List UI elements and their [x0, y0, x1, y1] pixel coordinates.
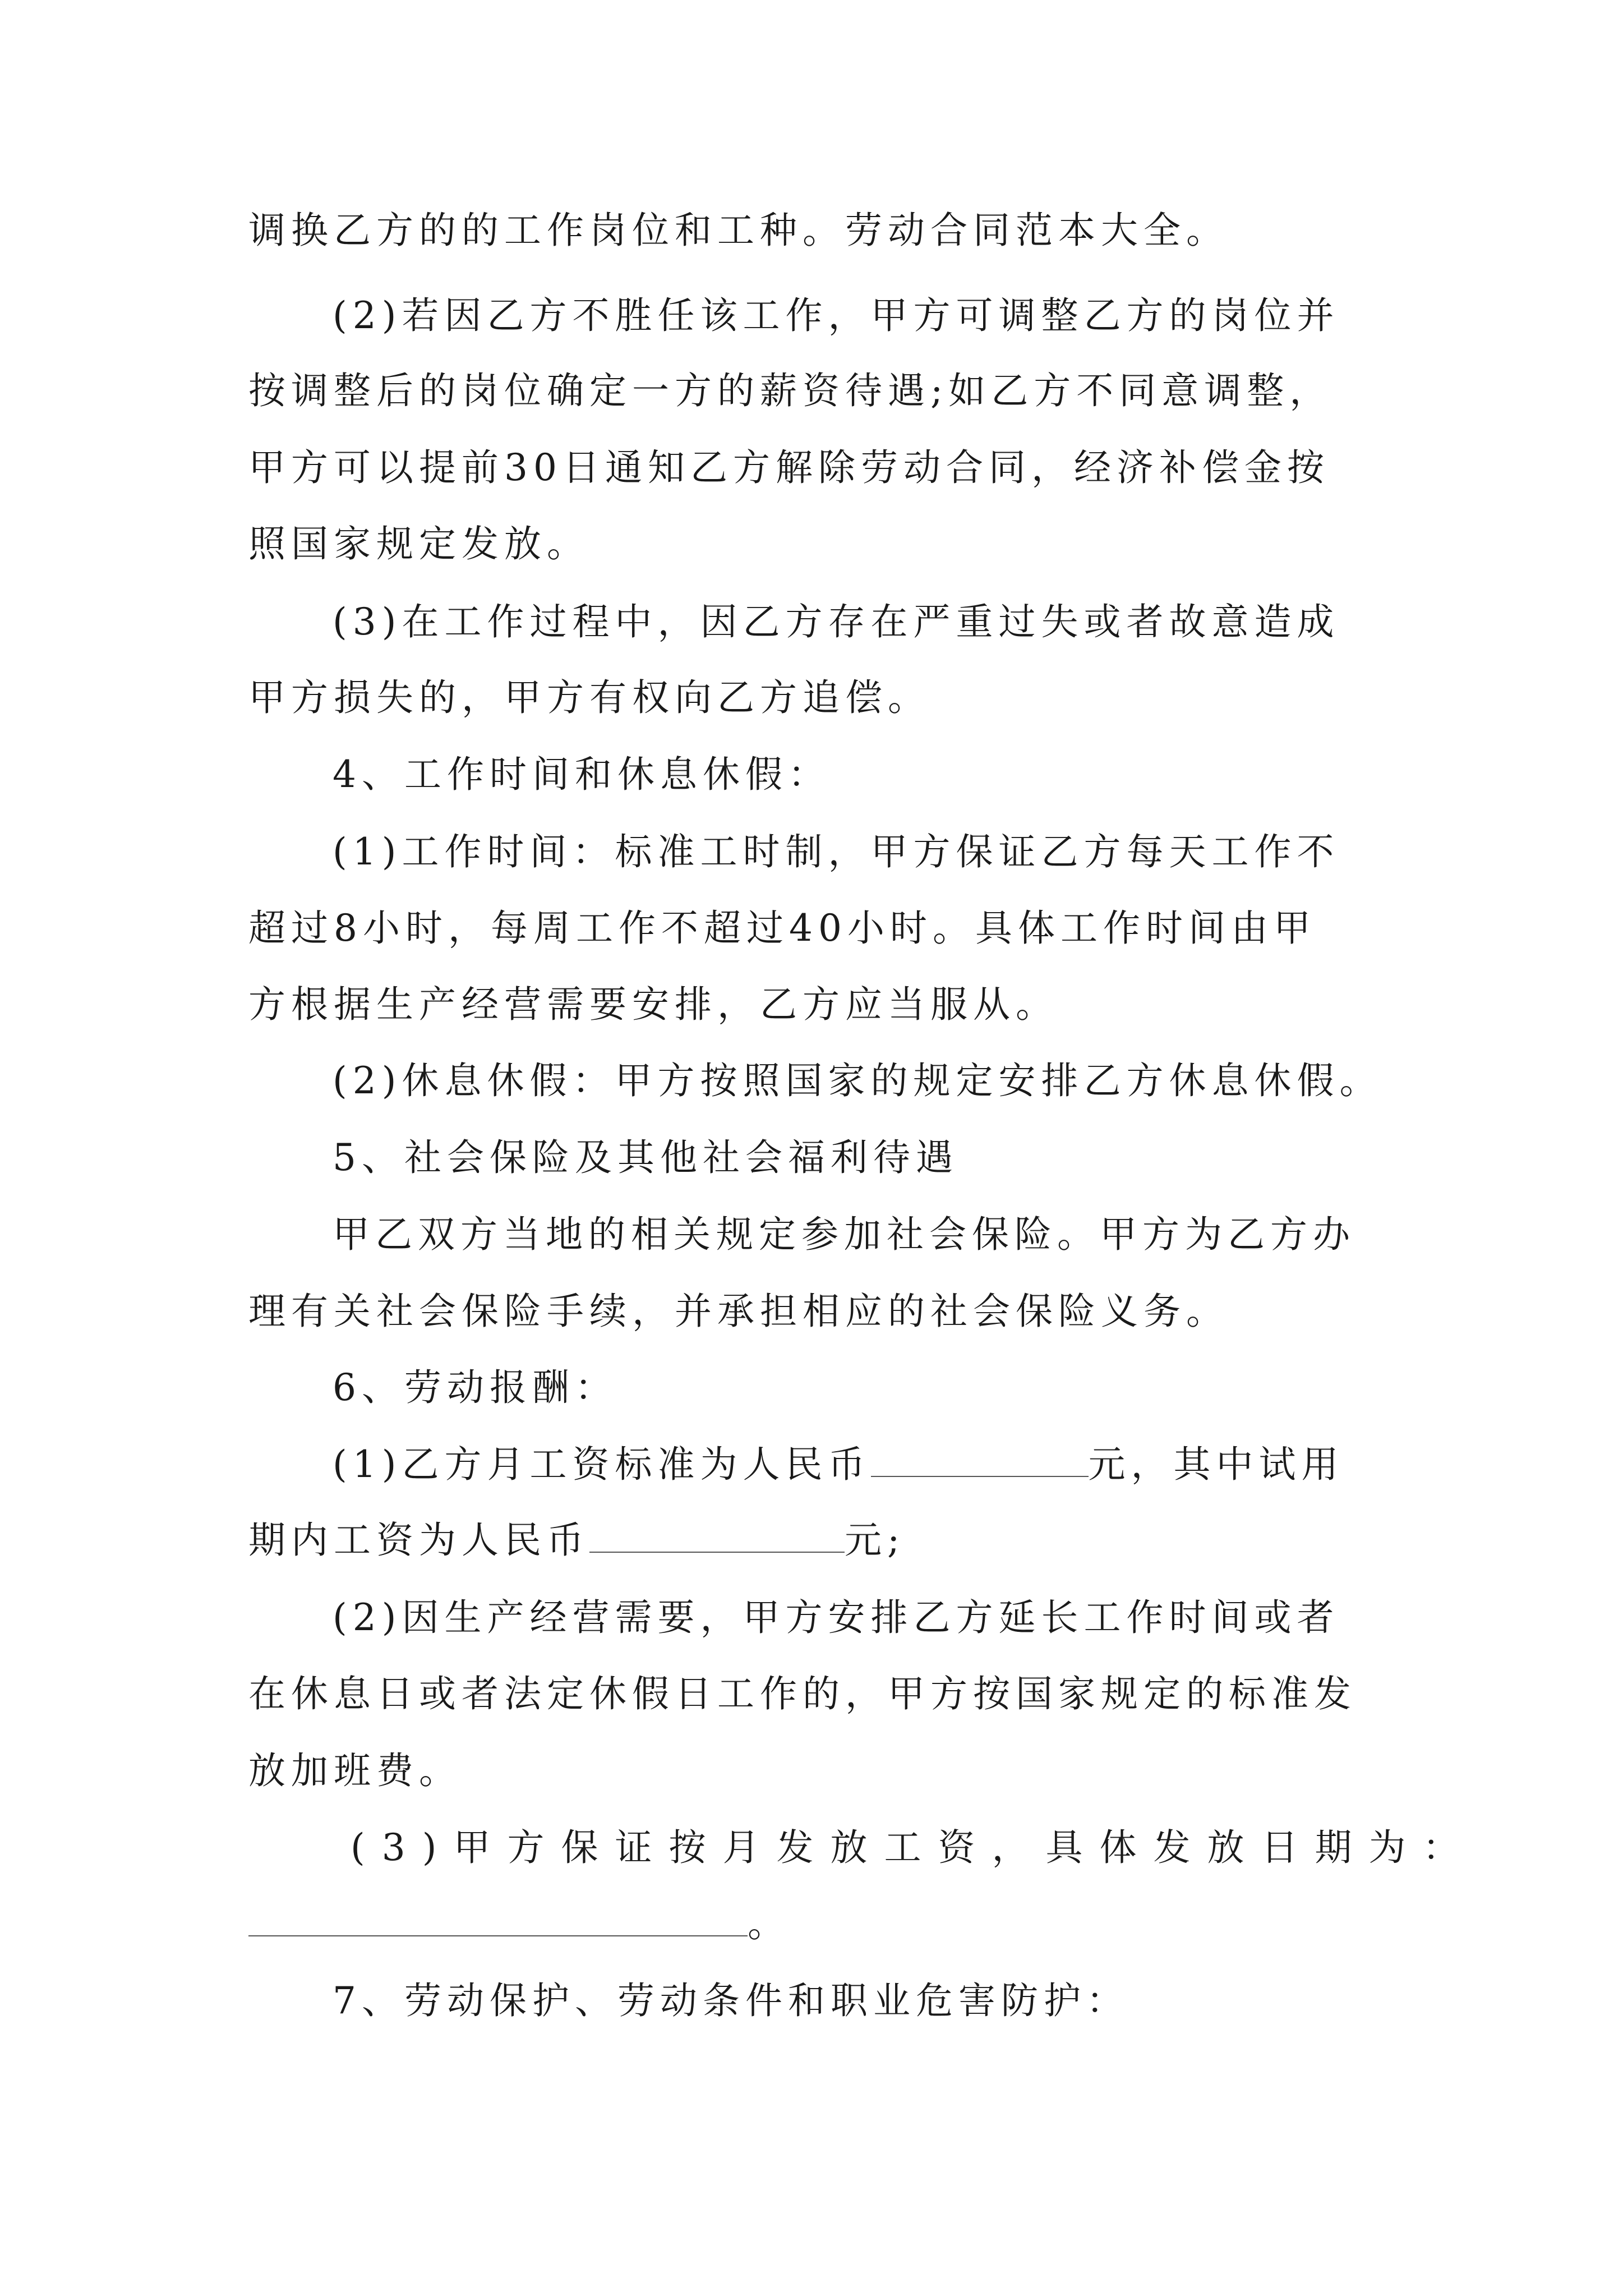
text-line-15: 理有关社会保险手续，并承担相应的社会保险义务。 [248, 1290, 1229, 1333]
text-line-22: (3)甲方保证按月发放工资，具体发放日期为： [351, 1826, 1477, 1869]
text-line-10: 超过8小时，每周工作不超过40小时。具体工作时间由甲 [248, 907, 1316, 950]
probation-salary-blank[interactable] [589, 1520, 845, 1553]
text-line-5: 照国家规定发放。 [248, 522, 589, 565]
salary-line-2-suffix: 元; [845, 1519, 906, 1562]
text-line-3: 按调整后的岗位确定一方的薪资待遇;如乙方不同意调整， [248, 369, 1332, 412]
text-line-2: (2)若因乙方不胜任该工作，甲方可调整乙方的岗位并 [333, 294, 1340, 337]
monthly-salary-blank[interactable] [871, 1444, 1089, 1477]
text-line-12: (2)休息休假：甲方按照国家的规定安排乙方休息休假。 [333, 1059, 1382, 1102]
text-line-4: 甲方可以提前30日通知乙方解除劳动合同，经济补偿金按 [248, 446, 1330, 489]
pay-date-line [248, 1899, 790, 1949]
section-heading-4: 4、工作时间和休息休假： [333, 753, 831, 796]
text-line-21: 放加班费。 [248, 1749, 462, 1792]
salary-line-1-suffix: 元，其中试用 [1088, 1443, 1344, 1486]
section-heading-7: 7、劳动保护、劳动条件和职业危害防护： [333, 1979, 1129, 2022]
text-line-6: (3)在工作过程中，因乙方存在严重过失或者故意造成 [333, 600, 1340, 643]
salary-line-1-text: (1)乙方月工资标准为人民币 [333, 1443, 871, 1486]
section-heading-5: 5、社会保险及其他社会福利待遇 [333, 1136, 958, 1179]
text-line-7: 甲方损失的，甲方有权向乙方追偿。 [248, 676, 930, 719]
text-line-14: 甲乙双方当地的相关规定参加社会保险。甲方为乙方办 [333, 1213, 1355, 1256]
text-line-9: (1)工作时间：标准工时制，甲方保证乙方每天工作不 [333, 830, 1340, 873]
section-heading-6: 6、劳动报酬： [333, 1366, 617, 1409]
salary-line-2-text: 期内工资为人民币 [248, 1519, 589, 1562]
salary-line-1 [333, 1440, 1344, 1489]
text-line-1: 调换乙方的的工作岗位和工种。劳动合同范本大全。 [248, 209, 1229, 252]
pay-date-suffix: 。 [748, 1902, 790, 1945]
text-line-19: (2)因生产经营需要，甲方安排乙方延长工作时间或者 [333, 1596, 1340, 1639]
text-line-20: 在休息日或者法定休假日工作的，甲方按国家规定的标准发 [248, 1672, 1357, 1715]
pay-date-blank[interactable] [248, 1904, 748, 1936]
salary-line-2 [248, 1516, 905, 1565]
text-line-11: 方根据生产经营需要安排，乙方应当服从。 [248, 983, 1058, 1026]
